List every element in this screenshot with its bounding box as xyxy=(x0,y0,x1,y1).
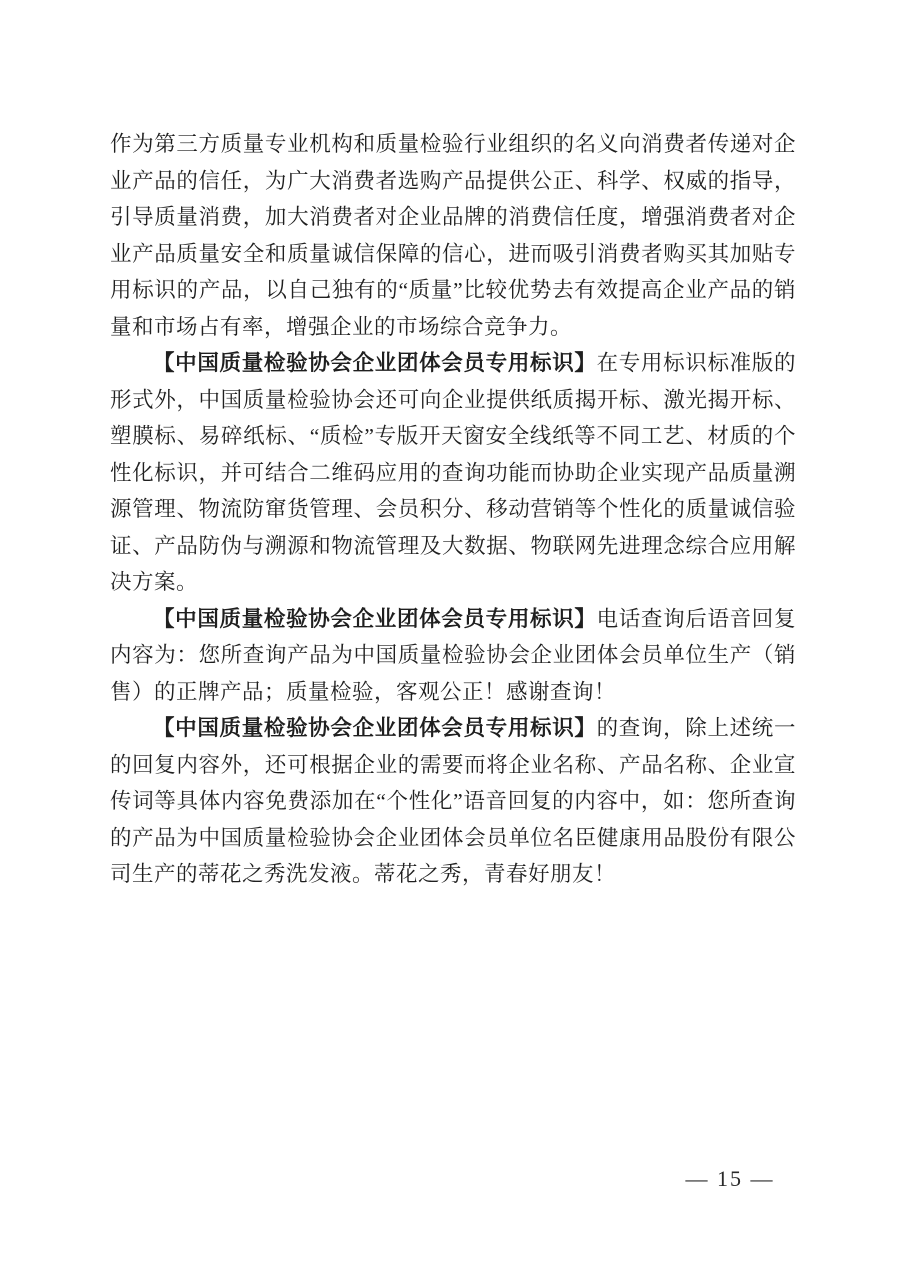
paragraph xyxy=(110,345,796,601)
body-text xyxy=(110,126,796,893)
page-number: — 15 — xyxy=(685,1166,775,1191)
member-label-bold-run: 【中国质量检验协会企业团体会员专用标识】 xyxy=(153,716,597,740)
paragraph xyxy=(110,710,796,893)
text-run: 在专用标识标准版的形式外，中国质量检验协会还可向企业提供纸质揭开标、激光揭开标、塑膜标、易碎纸标、“质检”专版开天窗安全线纸等不同工艺、材质的个性化标识，并可结合二维码应用的查询功能而协助企业实现产品质量溯源管理、物流防窜货管理、会员积分、移动营销等个性化的质量诚信验证、产品防伪与溯源和物流管理及大数据、物联网先进理念综合应用解决方案。 xyxy=(110,351,796,594)
text-run: 电话查询后语音回复内容为：您所查询产品为中国质量检验协会企业团体会员单位生产（销售）的正牌产品；质量检验，客观公正！感谢查询！ xyxy=(110,606,796,704)
text-run: 作为第三方质量专业机构和质量检验行业组织的名义向消费者传递对企业产品的信任，为广大消费者选购产品提供公正、科学、权威的指导，引导质量消费，加大消费者对企业品牌的消费信任度，增强消费者对企业产品质量安全和质量诚信保障的信心，进而吸引消费者购买其加贴专用标识的产品，以自己独有的“质量”比较优势去有效提高企业产品的销量和市场占有率，增强企业的市场综合竞争力。 xyxy=(110,132,796,339)
member-label-bold-run: 【中国质量检验协会企业团体会员专用标识】 xyxy=(153,606,597,631)
paragraph xyxy=(110,126,796,345)
text-run: 的查询，除上述统一的回复内容外，还可根据企业的需要而将企业名称、产品名称、企业宣传词等具体内容免费添加在“个性化”语音回复的内容中，如：您所查询的产品为中国质量检验协会企业团体会员单位名臣健康用品股份有限公司生产的蒂花之秀洗发液。蒂花之秀，青春好朋友！ xyxy=(110,716,796,886)
paragraph xyxy=(110,601,796,711)
member-label-bold-run: 【中国质量检验协会企业团体会员专用标识】 xyxy=(153,351,597,375)
